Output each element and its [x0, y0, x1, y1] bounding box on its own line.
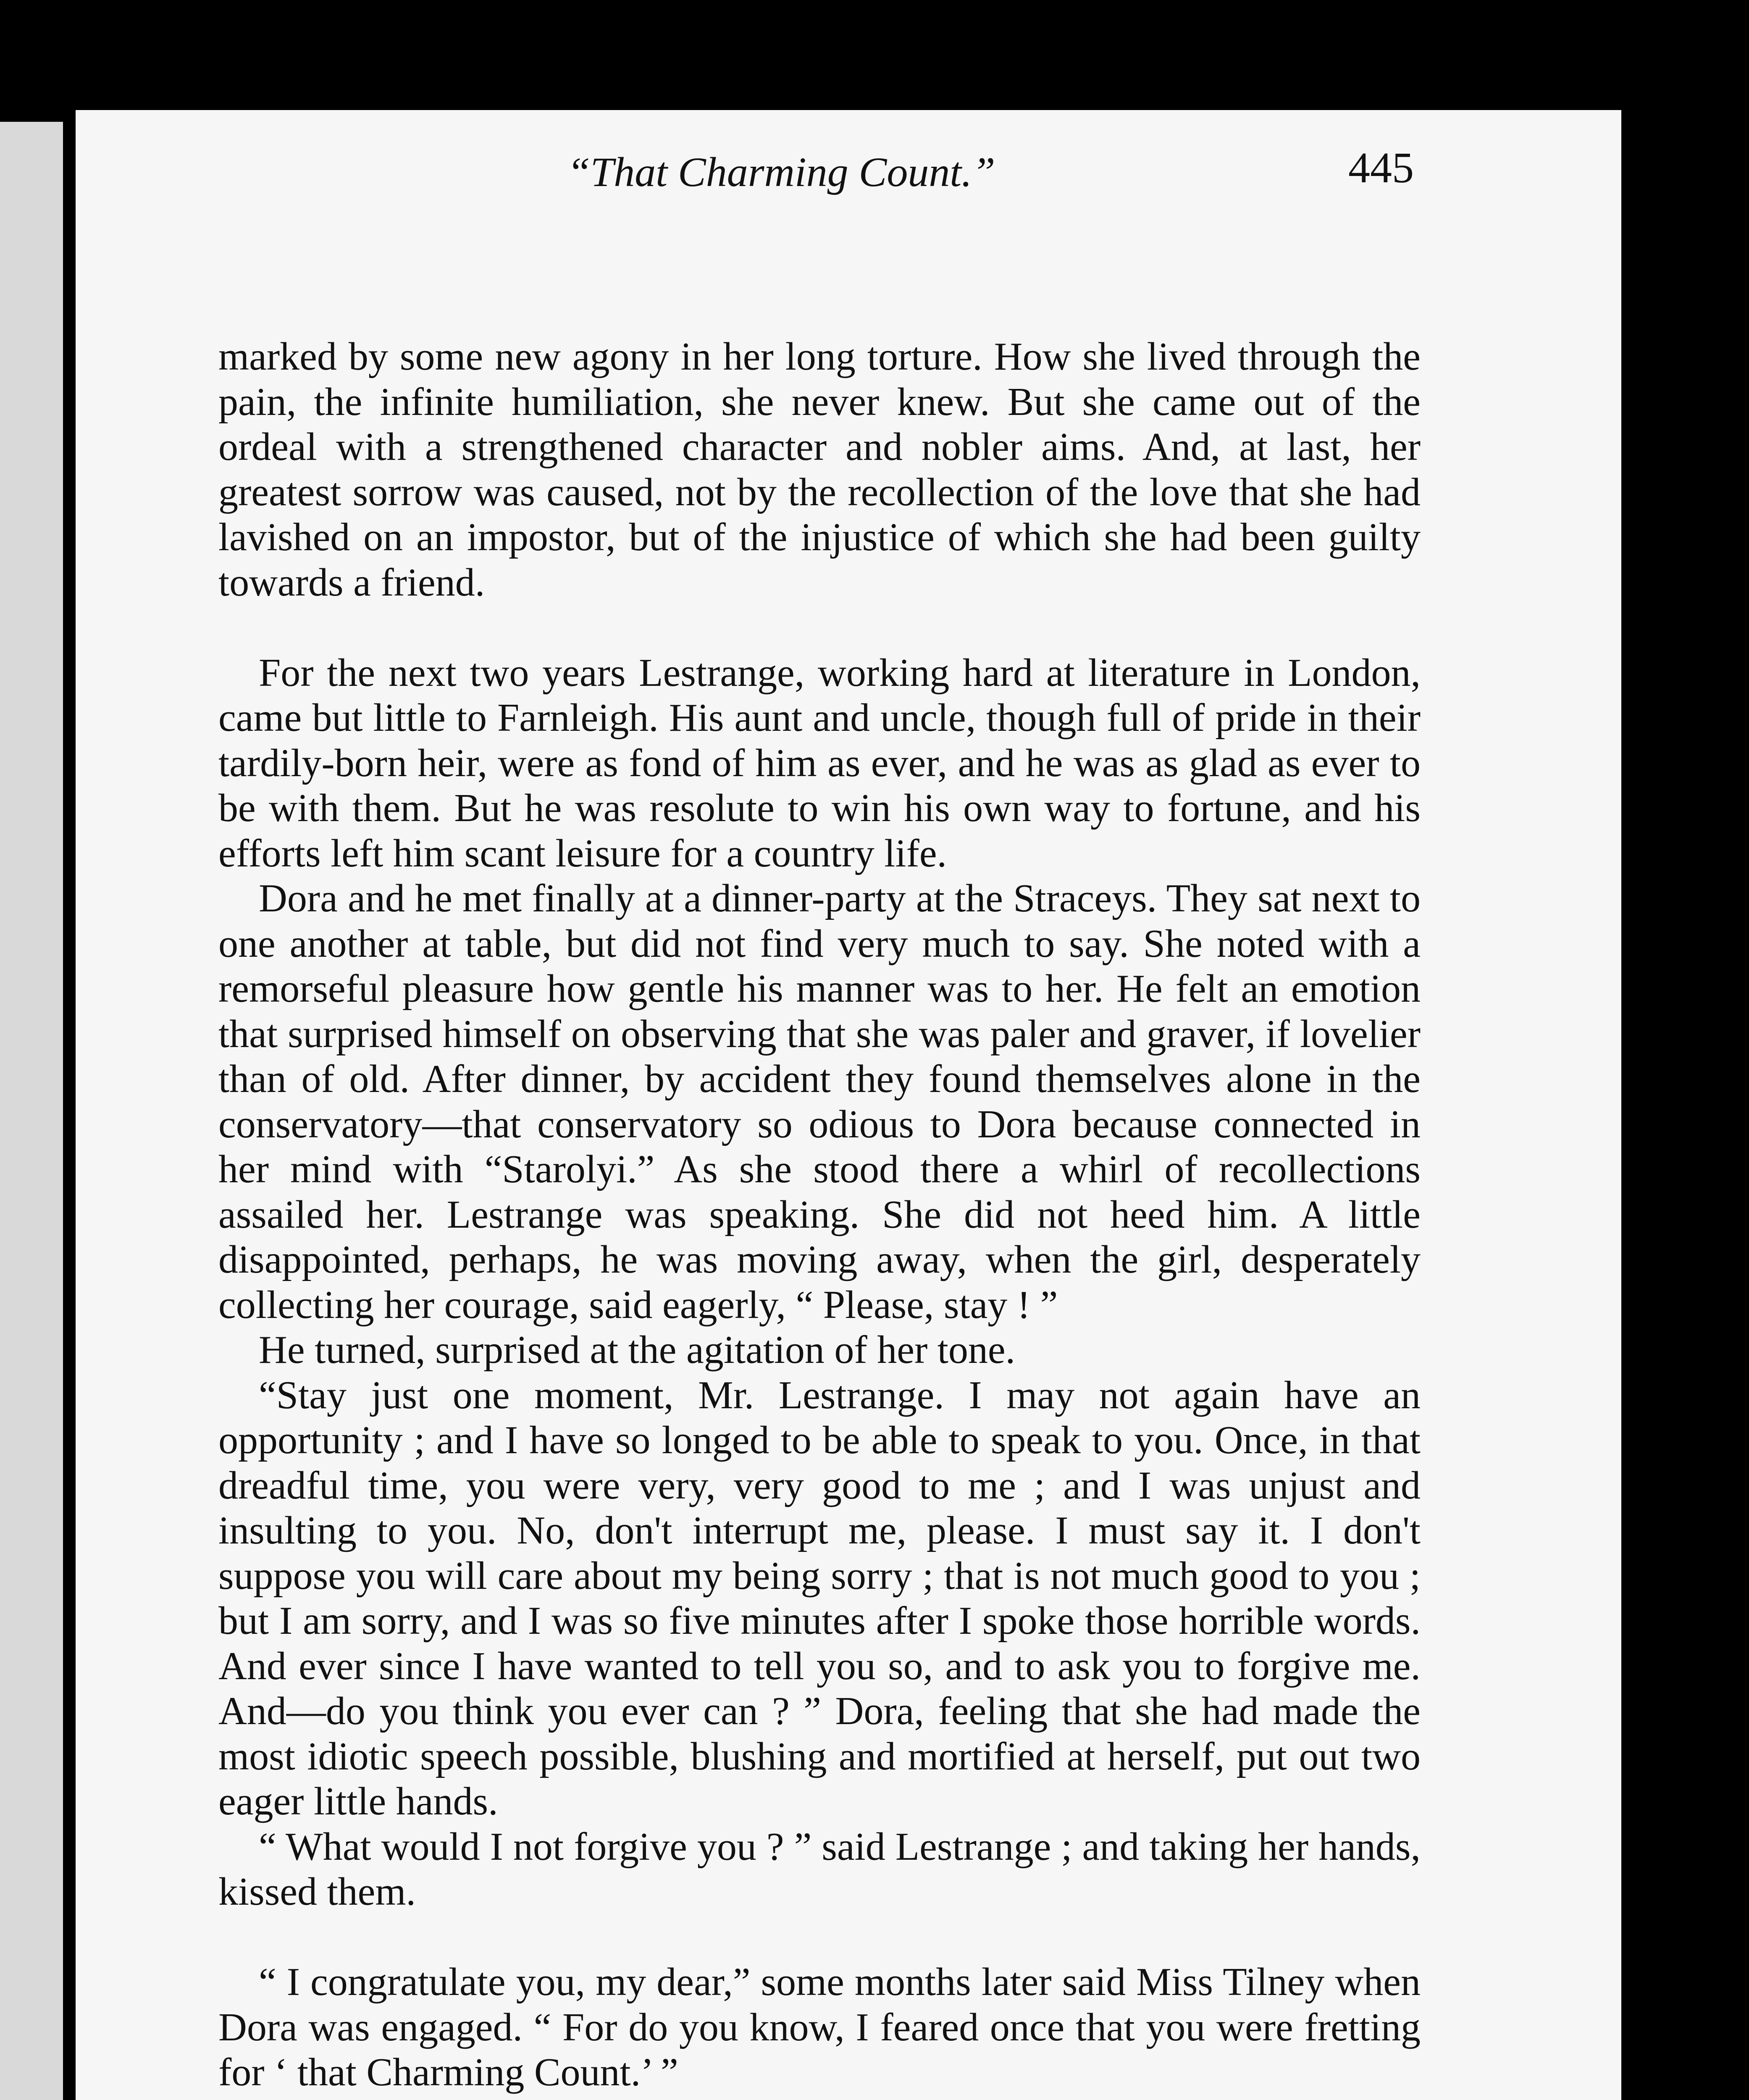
- running-title: “That Charming Count.”: [567, 149, 995, 195]
- paragraph: “ I congratulate you, my dear,” some months later said Miss Tilney when Dora was engaged. “ For do you know, I feared once that you were fretting for ‘ that Charming Count.’ ”: [218, 1960, 1421, 2094]
- paragraph: “Stay just one moment, Mr. Lestrange. I may not again have an opportunity ; and I have so longed to be able to speak to you. Once, in that dreadful time, you were very, very good to me ; and I was unjust and insulting to you. No, don't interrupt me, please. I must say it. I don't suppose you will care about my being sorry ; that is not much good to you ; but I am sorry, and I was so five minutes after I spoke those horrible words. And ever since I have wanted to tell you so, and to ask you to forgive me. And—do you think you ever can ? ” Dora, feeling that she had made the most idiotic speech possible, blushing and mortified at herself, put out two eager little hands.: [218, 1373, 1421, 1823]
- page-text: [218, 334, 1421, 2095]
- paragraph: “ What would I not forgive you ? ” said Lestrange ; and taking her hands, kissed them.: [218, 1824, 1421, 1914]
- paragraph: marked by some new agony in her long torture. How she lived through the pain, the infinite humiliation, she never knew. But she came out of the ordeal with a strengthened character and nobler aims. And, at last, her greatest sorrow was caused, not by the recollection of the love that she had lavished on an impostor, but of the injustice of which she had been guilty towards a friend.: [218, 335, 1421, 604]
- paragraph: Dora and he met finally at a dinner-party at the Straceys. They sat next to one another at table, but did not find very much to say. She noted with a remorseful pleasure how gentle his manner was to her. He felt an emotion that surprised himself on observing that she was paler and graver, if lovelier than of old. After dinner, by accident they found themselves alone in the conservatory—that conservatory so odious to Dora because connected in her mind with “Starolyi.” As she stood there a whirl of recollections assailed her. Lestrange was speaking. She did not heed him. A little disappointed, perhaps, he was moving away, when the girl, desperately collecting her courage, said eagerly, “ Please, stay ! ”: [218, 877, 1421, 1327]
- paragraph: He turned, surprised at the agitation of her tone.: [259, 1328, 1016, 1372]
- paragraph: For the next two years Lestrange, working hard at literature in London, came but little to Farnleigh. His aunt and uncle, though full of pride in their tardily-born heir, were as fond of him as ever, and he was as glad as ever to be with them. But he was resolute to win his own way to fortune, and his efforts left him scant leisure for a country life.: [218, 651, 1421, 875]
- facing-page-edge: [0, 122, 63, 2100]
- page-number: 445: [1348, 144, 1414, 192]
